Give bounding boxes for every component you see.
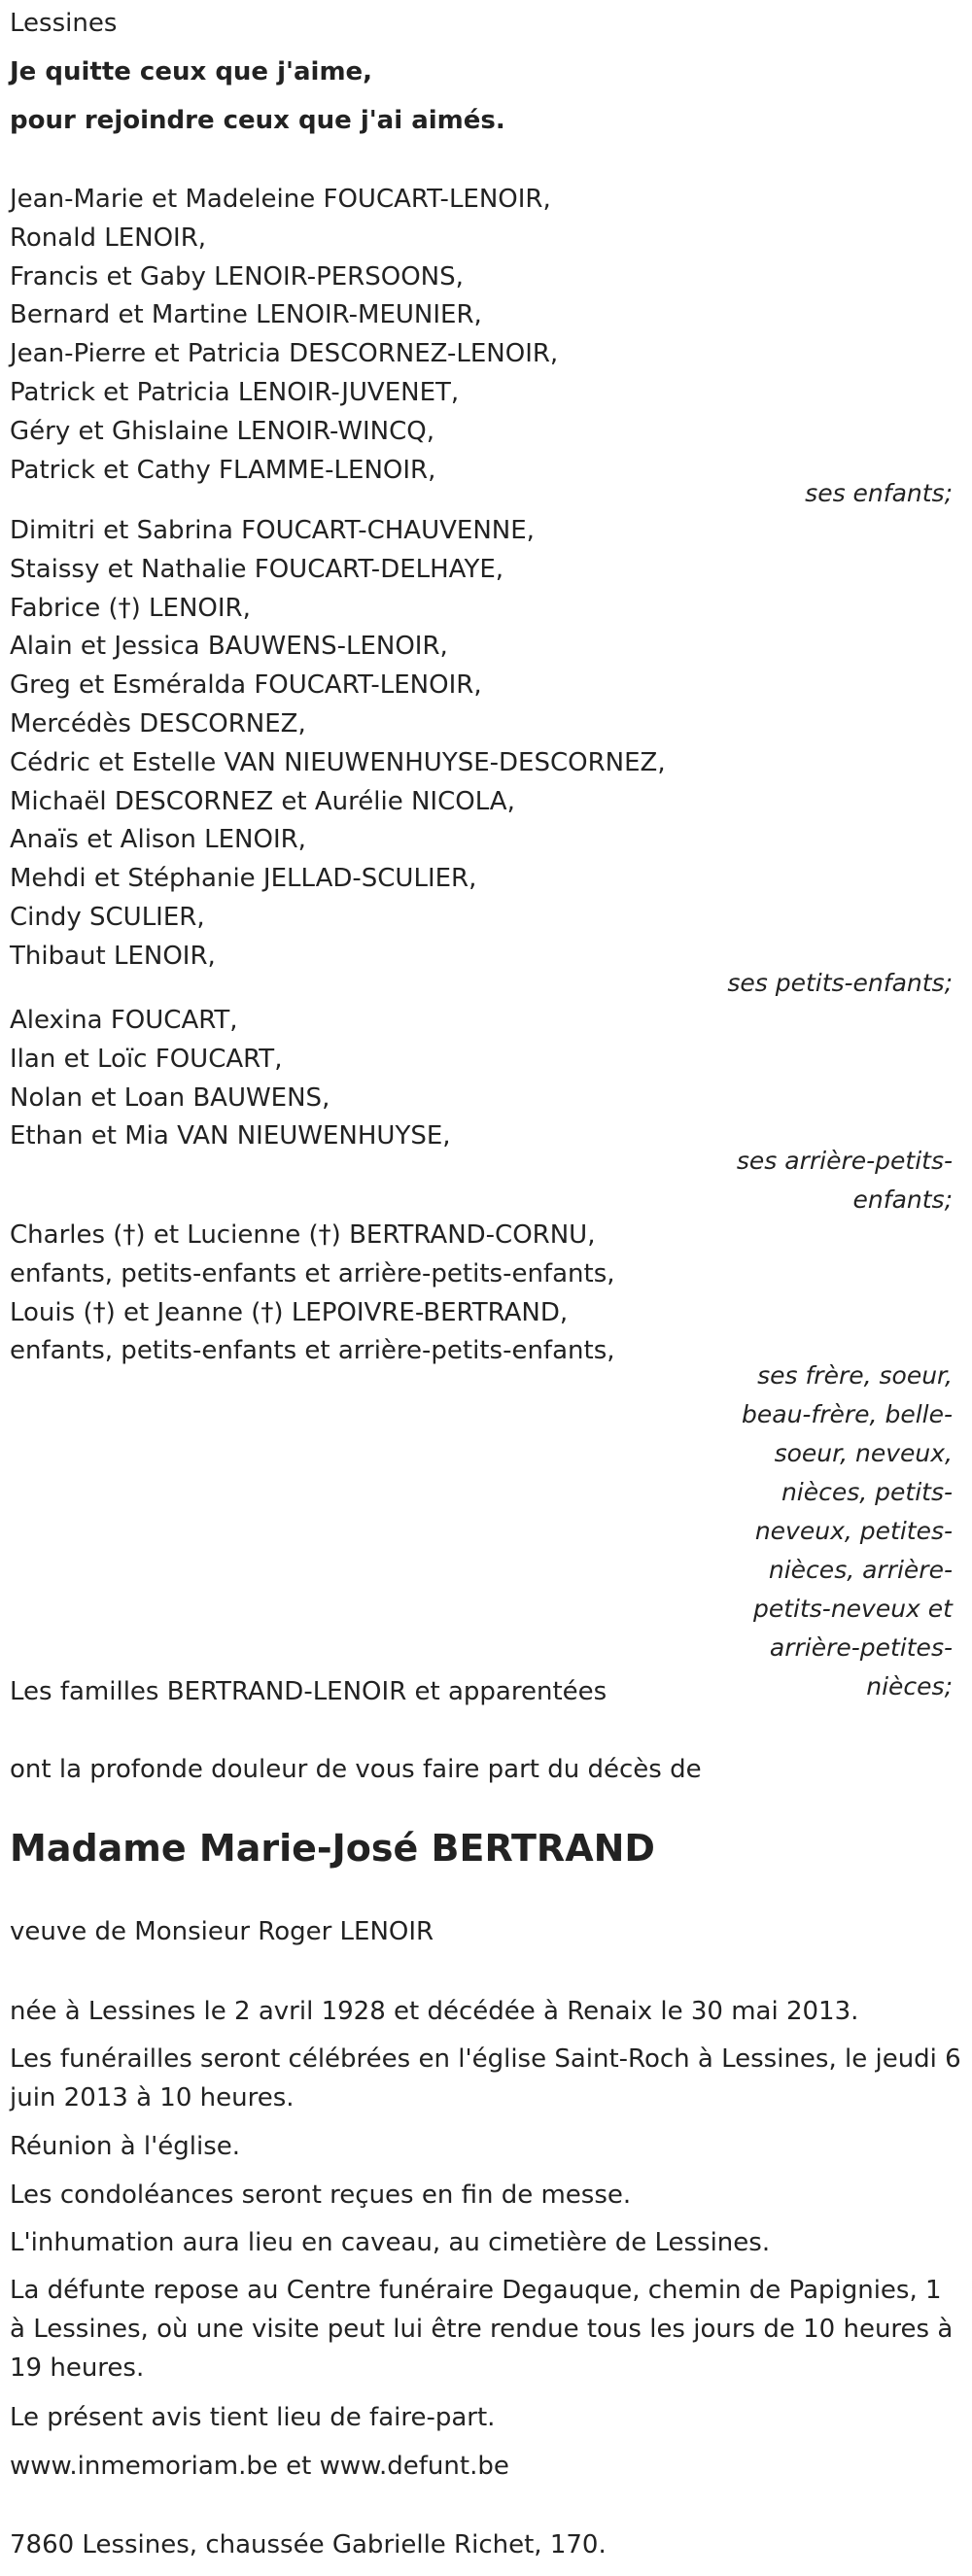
- name-line: Fabrice (†) LENOIR,: [10, 593, 251, 623]
- great-grandchildren-label: ses arrière-petits-enfants;: [736, 1147, 953, 1214]
- name-line: Cindy SCULIER,: [10, 902, 205, 932]
- name-line: Nolan et Loan BAUWENS,: [10, 1082, 330, 1113]
- deceased-name: Madame Marie-José BERTRAND: [10, 1827, 655, 1870]
- grandchildren-group: [10, 512, 962, 977]
- name-line: Géry et Ghislaine LENOIR-WINCQ,: [10, 416, 434, 446]
- name-line: Louis (†) et Jeanne (†) LEPOIVRE-BERTRAND,: [10, 1297, 569, 1327]
- burial-line: L'inhumation aura lieu en caveau, au cimetière de Lessines.: [10, 2228, 771, 2257]
- quote-line-2: pour rejoindre ceux que j'ai aimés.: [10, 106, 505, 135]
- name-line: Patrick et Cathy FLAMME-LENOIR,: [10, 455, 436, 485]
- quote-line-1: Je quitte ceux que j'aime,: [10, 57, 373, 86]
- name-line: Thibaut LENOIR,: [10, 941, 216, 971]
- reunion-line: Réunion à l'église.: [10, 2132, 241, 2161]
- funeral-details: Les funérailles seront célébrées en l'église Saint-Roch à Lessines, le jeudi 6 juin 2013 à 10 heures.: [10, 2044, 961, 2112]
- city-name: Lessines: [10, 9, 118, 38]
- announcement-line: ont la profonde douleur de vous faire part du décès de: [10, 1755, 702, 1784]
- name-line: enfants, petits-enfants et arrière-petits-enfants,: [10, 1258, 615, 1288]
- children-group: [10, 181, 962, 490]
- name-line: Dimitri et Sabrina FOUCART-CHAUVENNE,: [10, 516, 535, 545]
- name-line: Michaël DESCORNEZ et Aurélie NICOLA,: [10, 786, 515, 816]
- name-line: Ethan et Mia VAN NIEUWENHUYSE,: [10, 1121, 451, 1151]
- siblings-label: ses frère, soeur, beau-frère, belle-soeur, neveux, nièces, petits-neveux, petites-nièces, arrière-petits-neveux et arrière-petites-nièces;: [742, 1361, 953, 1700]
- name-line: Ronald LENOIR,: [10, 223, 207, 253]
- widow-of-line: veuve de Monsieur Roger LENOIR: [10, 1917, 434, 1946]
- children-label: ses enfants;: [805, 479, 953, 507]
- name-line: Mercédès DESCORNEZ,: [10, 708, 306, 738]
- name-line: enfants, petits-enfants et arrière-petits-enfants,: [10, 1336, 615, 1366]
- address-line: 7860 Lessines, chaussée Gabrielle Richet, 170.: [10, 2530, 607, 2559]
- name-line: Francis et Gaby LENOIR-PERSOONS,: [10, 261, 464, 292]
- name-line: Mehdi et Stéphanie JELLAD-SCULIER,: [10, 864, 477, 894]
- great-grandchildren-group: [10, 1002, 962, 1156]
- name-line: Jean-Pierre et Patricia DESCORNEZ-LENOIR,: [10, 339, 559, 369]
- name-line: Alexina FOUCART,: [10, 1006, 238, 1035]
- grandchildren-label: ses petits-enfants;: [727, 969, 953, 997]
- name-line: Alain et Jessica BAUWENS-LENOIR,: [10, 632, 448, 662]
- name-line: Staissy et Nathalie FOUCART-DELHAYE,: [10, 554, 504, 584]
- name-line: Greg et Esméralda FOUCART-LENOIR,: [10, 670, 482, 701]
- birth-death-line: née à Lessines le 2 avril 1928 et décédée à Renaix le 30 mai 2013.: [10, 1997, 859, 2026]
- families-line: Les familles BERTRAND-LENOIR et apparentées: [10, 1677, 608, 1706]
- condolences-line: Les condoléances seront reçues en fin de messe.: [10, 2181, 632, 2210]
- name-line: Cédric et Estelle VAN NIEUWENHUYSE-DESCORNEZ,: [10, 747, 666, 777]
- notice-line: Le présent avis tient lieu de faire-part.: [10, 2403, 496, 2432]
- name-line: Patrick et Patricia LENOIR-JUVENET,: [10, 377, 460, 407]
- name-line: Anaïs et Alison LENOIR,: [10, 825, 306, 855]
- viewing-details: La défunte repose au Centre funéraire Degauque, chemin de Papignies, 1 à Lessines, où une visite peut lui être rendue tous les jours de 10 heures à 19 heures.: [10, 2276, 954, 2383]
- siblings-group: [10, 1217, 962, 1371]
- name-line: Jean-Marie et Madeleine FOUCART-LENOIR,: [10, 185, 551, 214]
- websites-line: www.inmemoriam.be et www.defunt.be: [10, 2452, 509, 2481]
- name-line: Charles (†) et Lucienne (†) BERTRAND-CORNU,: [10, 1220, 596, 1250]
- name-line: Ilan et Loïc FOUCART,: [10, 1044, 283, 1074]
- name-line: Bernard et Martine LENOIR-MEUNIER,: [10, 300, 482, 330]
